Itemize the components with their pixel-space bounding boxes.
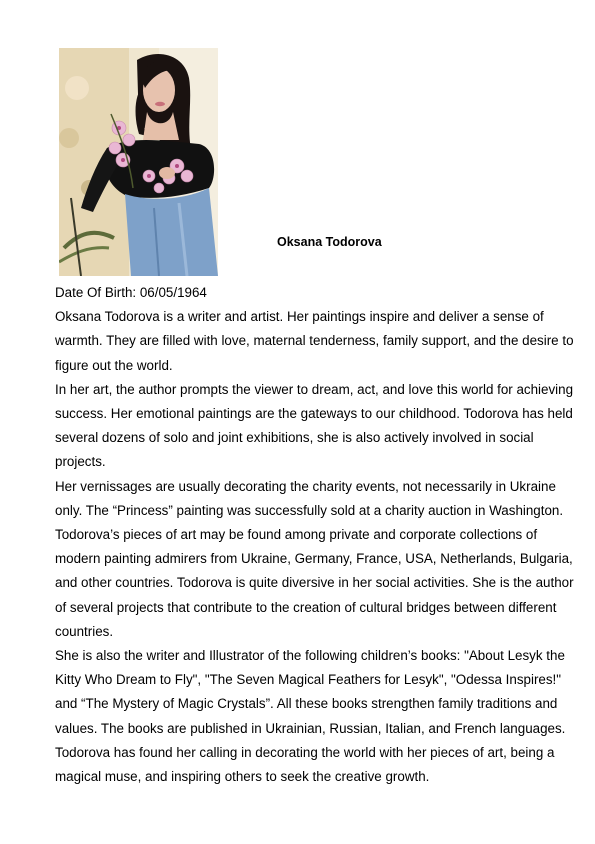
person-name: Oksana Todorova bbox=[277, 235, 382, 249]
bio-paragraph-5: She is also the writer and Illustrator of the following children’s books: "About Lesyk the Kitty Who Dream to Fly", "The Seven Magical Feathers for Lesyk", "Odessa Inspires!" and “The Mystery of Magic Crystals”. All these books strengthen family traditions and values. The books are published in Ukrainian, Russian, Italian, and French languages. bbox=[55, 648, 566, 736]
bio-paragraph-2: In her art, the author prompts the viewer to dream, act, and love this world for achieving success. Her emotional paintings are the gateways to our childhood. Todorova has held several dozens of solo and joint exhibitions, she is also actively involved in social projects. bbox=[55, 381, 574, 470]
portrait-photo bbox=[59, 48, 218, 276]
birth-date: Date Of Birth: 06/05/1964 bbox=[55, 285, 207, 300]
bio-paragraph-6: Todorova has found her calling in decorating the world with her pieces of art, being a magical muse, and inspiring others to seek the creative growth. bbox=[55, 744, 555, 785]
bio-paragraph-1: Oksana Todorova is a writer and artist. Her paintings inspire and deliver a sense of warmth. They are filled with love, maternal tenderness, family support, and the desire to figure out the world. bbox=[55, 309, 574, 373]
biography-text bbox=[55, 281, 575, 789]
bio-paragraph-4: Todorova’s pieces of art may be found among private and corporate collections of modern painting admirers from Ukraine, Germany, France, USA, Netherlands, Bulgaria, and other countries. Todorova is quite diversive in her social activities. She is the author of several projects that contribute to the creation of cultural bridges between different countries. bbox=[55, 527, 574, 639]
bio-paragraph-3: Her vernissages are usually decorating the charity events, not necessarily in Ukraine only. The “Princess” painting was successfully sold at a charity auction in Washington. bbox=[55, 478, 564, 518]
